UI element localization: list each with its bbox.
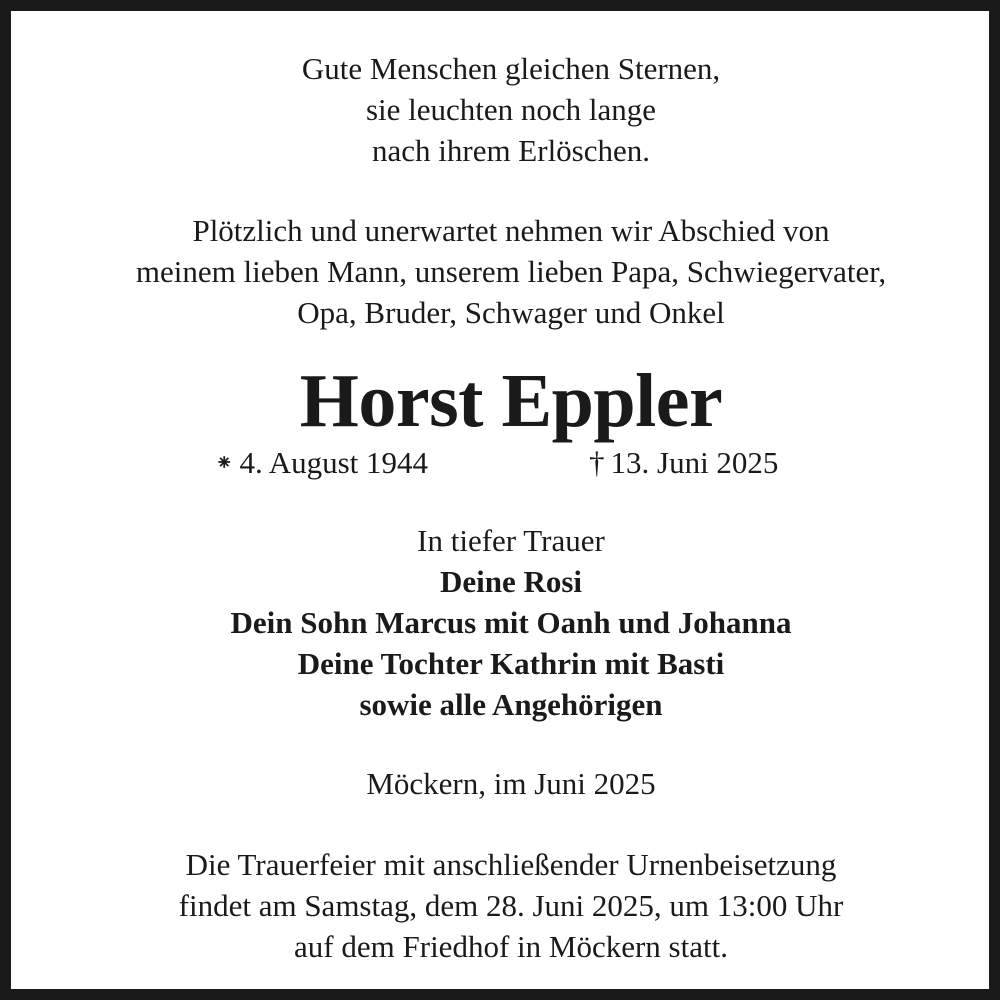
- ceremony-line-1: Die Trauerfeier mit anschließender Urnenbeisetzung: [185, 847, 837, 882]
- deceased-name: Horst Eppler: [299, 359, 723, 443]
- mourner-1: Deine Rosi: [439, 564, 583, 599]
- birth-date: 4. August 1944: [239, 445, 429, 480]
- poem-line-3: nach ihrem Erlöschen.: [371, 133, 651, 168]
- ceremony-line-3: auf dem Friedhof in Möckern statt.: [294, 929, 728, 964]
- place-date: Möckern, im Juni 2025: [366, 766, 656, 801]
- death-date-block: [589, 443, 778, 483]
- mourners-intro: In tiefer Trauer: [417, 523, 605, 558]
- death-date: 13. Juni 2025: [610, 445, 779, 480]
- poem-line-2: sie leuchten noch lange: [365, 92, 657, 127]
- birth-star-icon: ⁕: [215, 450, 234, 475]
- intro-line-2: meinem lieben Mann, unserem lieben Papa, Schwiegervater,: [135, 254, 887, 289]
- mourner-2: Dein Sohn Marcus mit Oanh und Johanna: [230, 605, 792, 640]
- poem-line-1: Gute Menschen gleichen Sternen,: [301, 51, 721, 86]
- mourner-3: Deine Tochter Kathrin mit Basti: [297, 646, 725, 681]
- mourner-4: sowie alle Angehörigen: [359, 687, 663, 722]
- intro-line-3: Opa, Bruder, Schwager und Onkel: [297, 295, 725, 330]
- death-cross-icon: †: [589, 445, 605, 480]
- birth-date-block: [215, 443, 428, 483]
- intro-line-1: Plötzlich und unerwartet nehmen wir Abschied von: [192, 213, 830, 248]
- ceremony-line-2: findet am Samstag, dem 28. Juni 2025, um 13:00 Uhr: [178, 888, 844, 923]
